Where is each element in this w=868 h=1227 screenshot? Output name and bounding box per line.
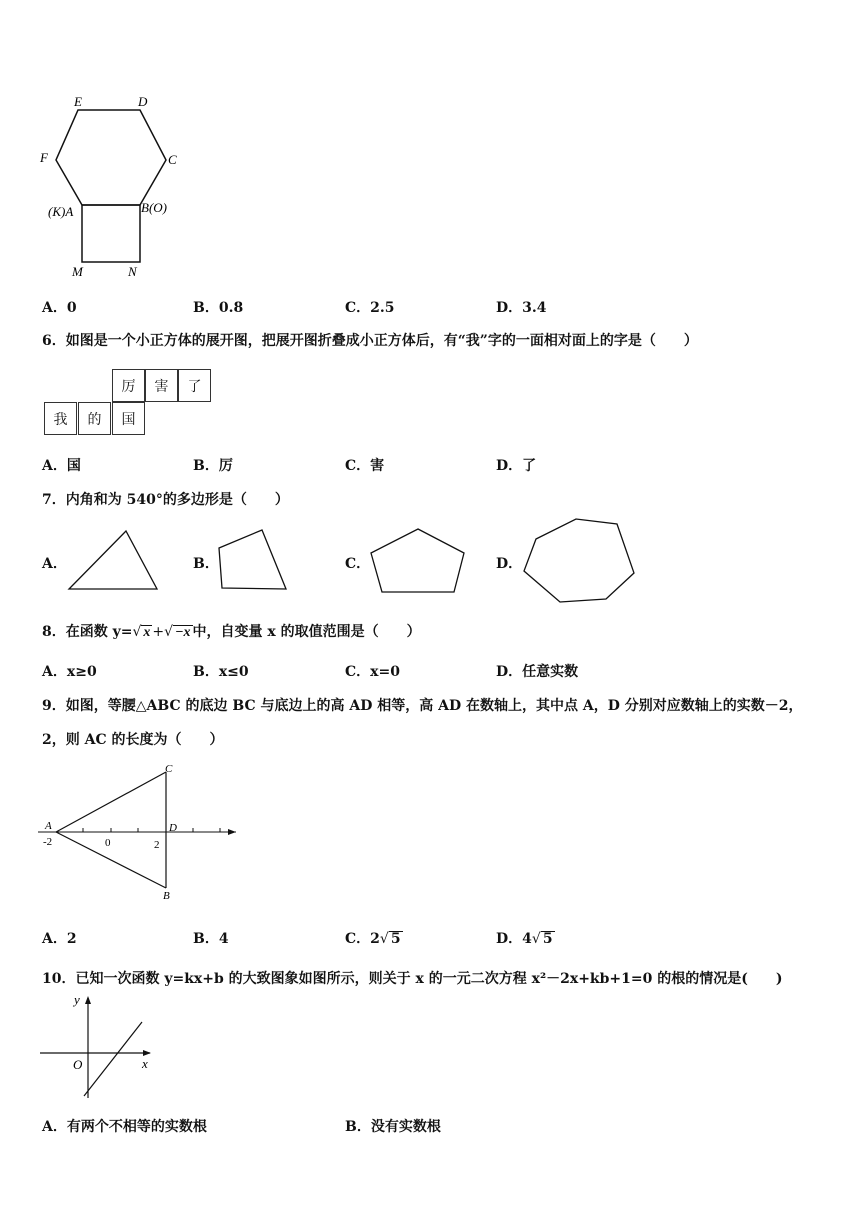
- label-x: x: [142, 1056, 148, 1071]
- q6-option-c: C．害: [345, 458, 385, 474]
- label-F: F: [40, 150, 48, 165]
- q8-option-d: D．任意实数: [496, 664, 579, 680]
- q8-option-b: B．x≤0: [193, 664, 249, 680]
- q7-option-a: A．: [42, 556, 67, 572]
- label-B: B: [163, 890, 170, 902]
- q10-option-a: A．有两个不相等的实数根: [42, 1119, 207, 1135]
- q5-option-d: D．3.4: [496, 300, 547, 316]
- q6-stem: 6．如图是一个小正方体的展开图，把展开图折叠成小正方体后，有“我”字的一面相对面上的字是（ ）: [42, 333, 698, 349]
- q9-option-b: B．4: [193, 931, 229, 947]
- q8-stem: 8．在函数 y=√ x +√ −x 中，自变量 x 的取值范围是（ ）: [42, 624, 421, 640]
- q8-stem-pre: 8．在函数 y=: [42, 624, 133, 640]
- q10-option-b: B．没有实数根: [345, 1119, 441, 1135]
- triangle-shape: [66, 528, 162, 592]
- q9-figure: [38, 760, 243, 905]
- net-cell: 的: [78, 402, 111, 435]
- label-D: D: [169, 822, 177, 834]
- q8-option-a: A．x≥0: [42, 664, 97, 680]
- net-cell: 厉: [112, 369, 145, 402]
- q9-option-c: C．2√ 5: [345, 931, 401, 947]
- label-m2: -2: [43, 836, 53, 848]
- q8-plus: +: [152, 624, 165, 640]
- q6-cube-net: [44, 369, 216, 439]
- q9-line1: 9．如图，等腰△ABC 的底边 BC 与底边上的高 AD 相等，高 AD 在数轴上，其中点 A，D 分别对应数轴上的实数－2，: [42, 698, 803, 714]
- q6-option-d: D．了: [496, 458, 537, 474]
- net-cell: 我: [44, 402, 77, 435]
- q9-option-c-pre: C．2: [345, 931, 380, 947]
- label-M: M: [72, 264, 83, 279]
- label-2: 2: [154, 839, 160, 851]
- q7-option-c: C．: [345, 556, 371, 572]
- q8-stem-post: 中，自变量 x 的取值范围是（ ）: [192, 624, 421, 640]
- q6-option-b: B．厉: [193, 458, 233, 474]
- q9-option-d: D．4√ 5: [496, 931, 553, 947]
- q5-option-a: A．0: [42, 300, 77, 316]
- q8-radicand-1: x: [143, 625, 151, 640]
- net-cell: 害: [145, 369, 178, 402]
- q9-option-c-radicand: 5: [390, 931, 401, 947]
- label-N: N: [128, 264, 137, 279]
- pentagon-shape: [368, 526, 468, 596]
- q10-stem: 10．已知一次函数 y=kx+b 的大致图象如图所示，则关于 x 的一元二次方程 x²－2x+kb+1=0 的根的情况是( ): [42, 971, 783, 987]
- q9-option-d-pre: D．4: [496, 931, 532, 947]
- q7-option-d: D．: [496, 556, 523, 572]
- label-C: C: [168, 152, 177, 167]
- q7-stem: 7．内角和为 540°的多边形是（ ）: [42, 492, 289, 508]
- label-D: D: [138, 94, 148, 109]
- q6-option-a: A．国: [42, 458, 81, 474]
- hexagon-shape: [520, 516, 638, 606]
- label-O: O: [73, 1057, 83, 1072]
- q8-option-c: C．x=0: [345, 664, 400, 680]
- q7-option-b: B．: [193, 556, 219, 572]
- net-cell: 国: [112, 402, 145, 435]
- label-E: E: [74, 94, 82, 109]
- label-C: C: [165, 763, 173, 775]
- q9-option-d-radicand: 5: [542, 931, 553, 947]
- q5-option-b: B．0.8: [193, 300, 244, 316]
- q9-option-a: A．2: [42, 931, 77, 947]
- quadrilateral-shape: [216, 527, 290, 593]
- net-cell: 了: [178, 369, 211, 402]
- q5-option-c: C．2.5: [345, 300, 395, 316]
- label-0: 0: [105, 837, 111, 849]
- q9-line2: 2，则 AC 的长度为（ ）: [42, 732, 224, 748]
- q8-radicand-2: −x: [175, 625, 191, 640]
- label-KA: (K)A: [48, 204, 74, 219]
- hexagon: [56, 110, 166, 205]
- q10-figure: [38, 990, 156, 1102]
- square: [82, 205, 140, 262]
- label-A: A: [45, 820, 52, 832]
- q5-figure: [38, 88, 188, 283]
- label-y: y: [74, 992, 80, 1007]
- label-BO: B(O): [141, 200, 167, 215]
